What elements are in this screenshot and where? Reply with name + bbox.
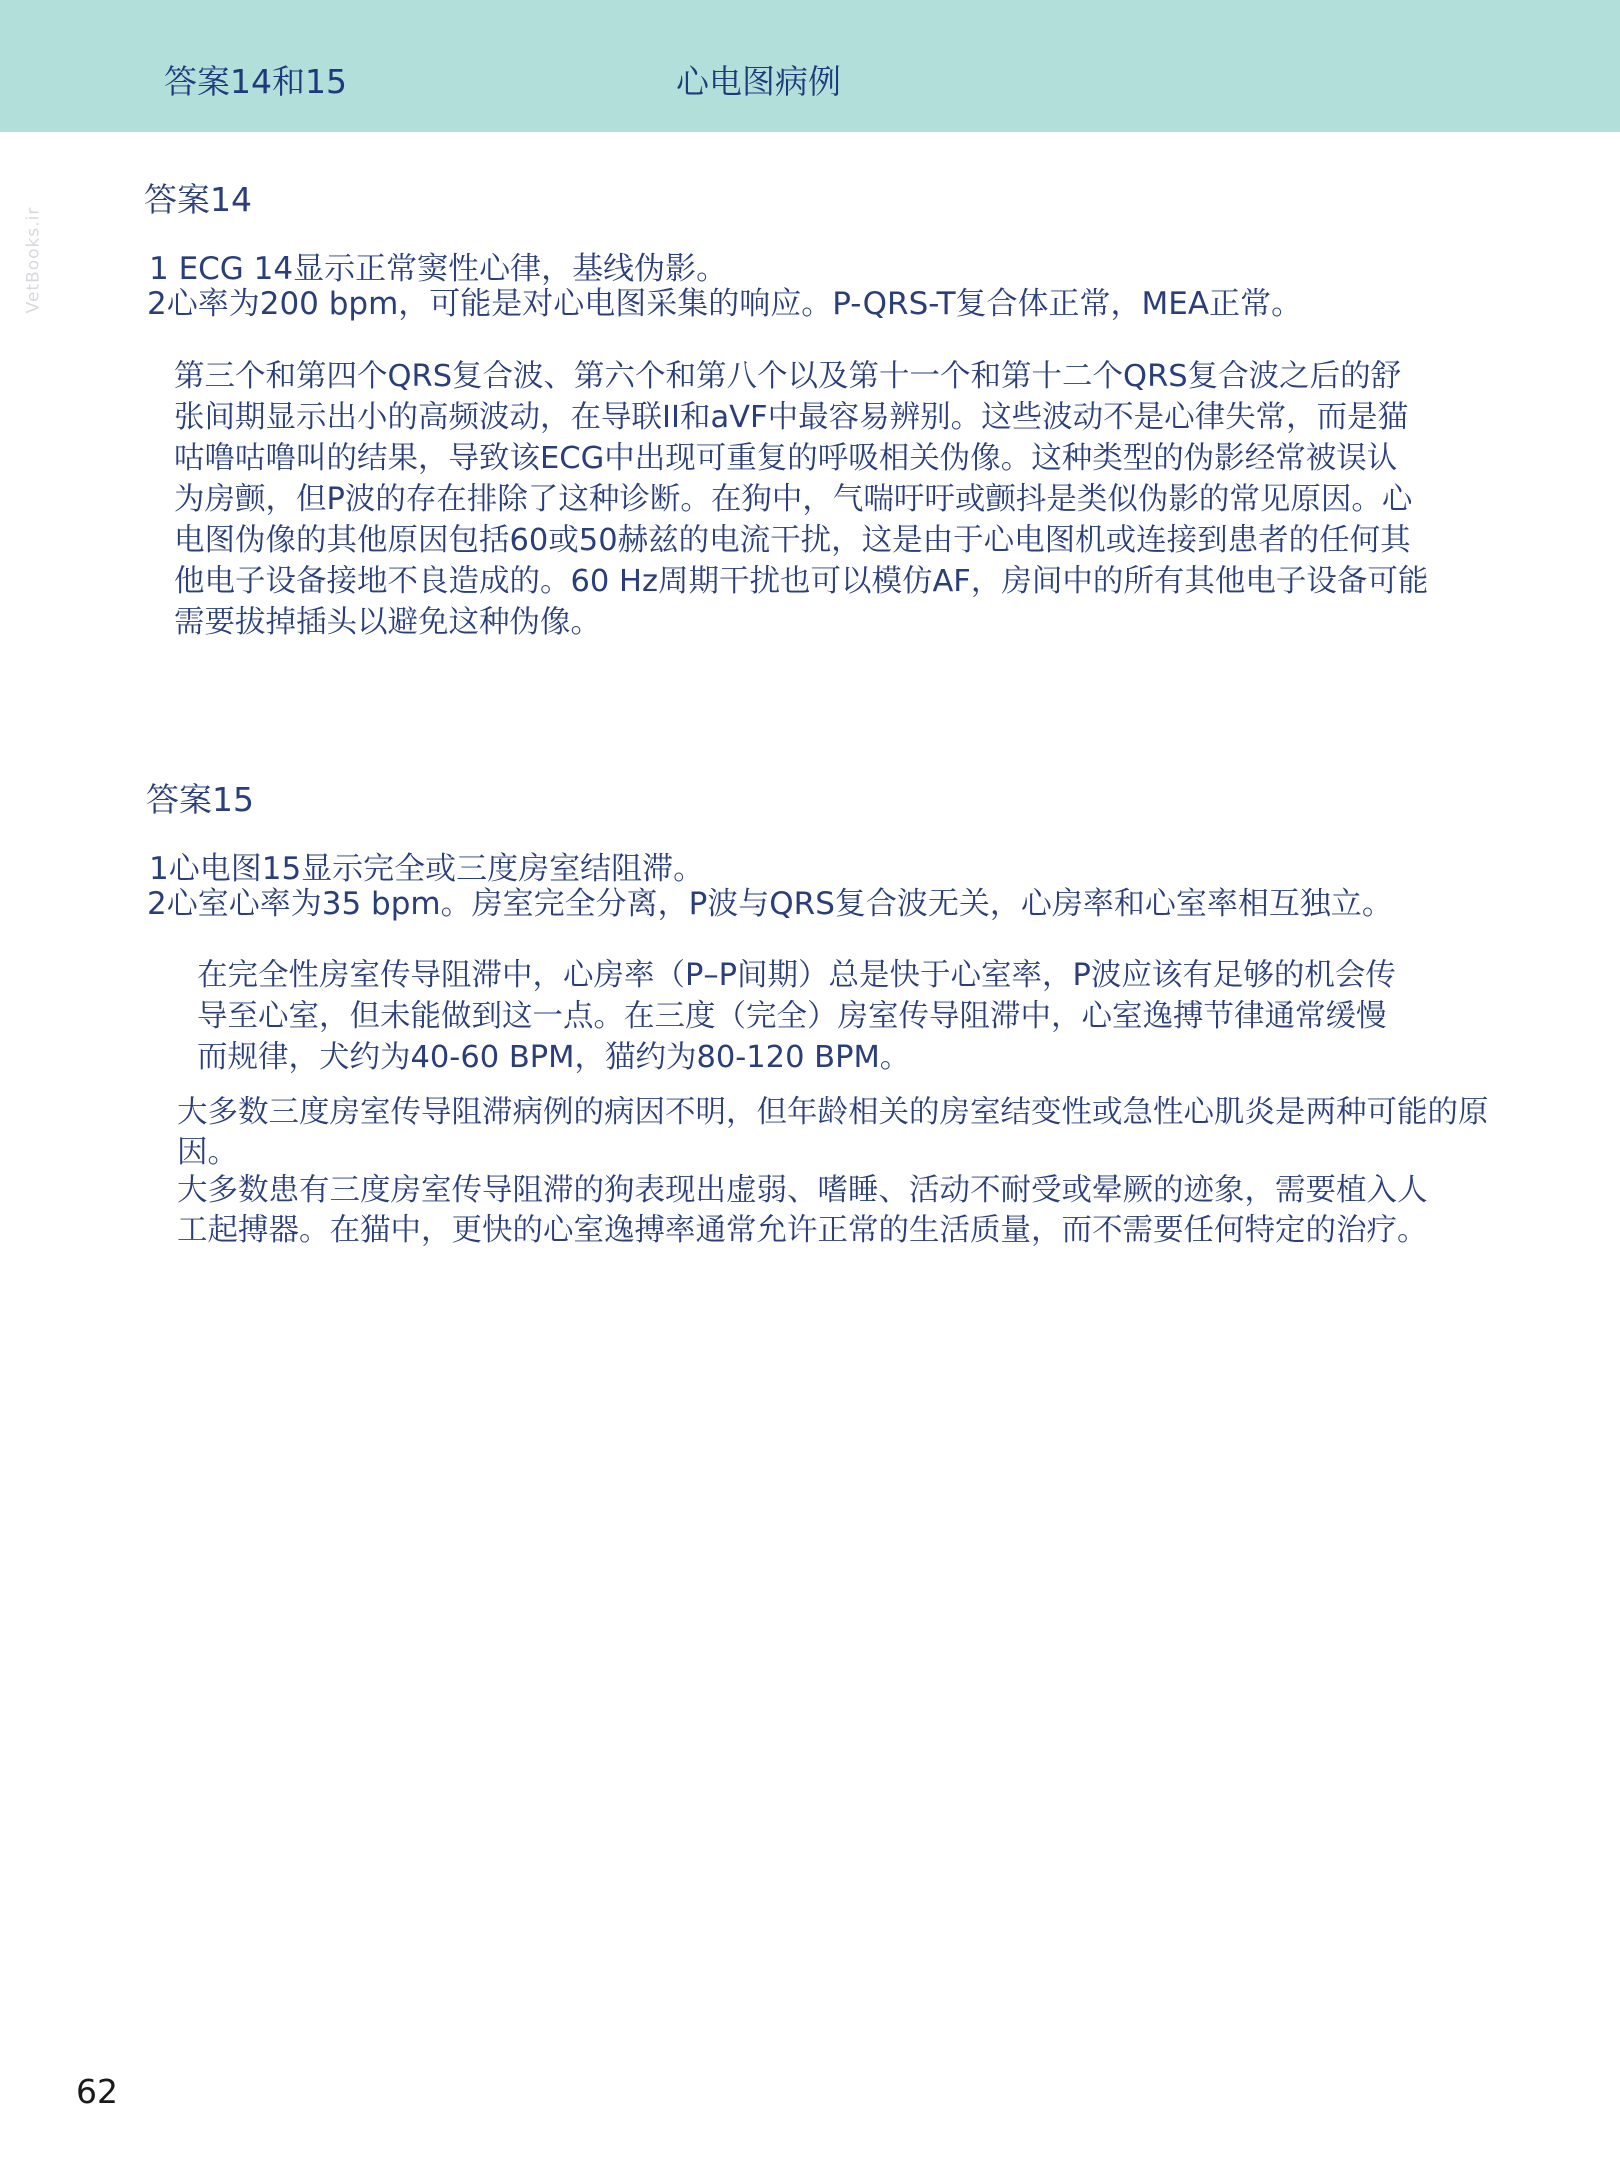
- answer14-point1: 1 ECG 14显示正常窦性心律，基线伪影。: [149, 251, 728, 287]
- answer15-paragraph1: [197, 955, 1396, 1078]
- paragraph-line: 导至心室，但未能做到这一点。在三度（完全）房室传导阻滞中，心室逸搏节律通常缓慢: [197, 999, 1387, 1034]
- page-number: 62: [76, 2072, 118, 2111]
- answer15-point1: 1心电图15显示完全或三度房室结阻滞。: [149, 851, 705, 887]
- paragraph-line: 工起搏器。在猫中，更快的心室逸搏率通常允许正常的生活质量，而不需要任何特定的治疗。: [177, 1213, 1428, 1248]
- paragraph-line: 需要拔掉插头以避免这种伪像。: [174, 605, 601, 640]
- paragraph-line: 在完全性房室传导阻滞中，心房率（P–P间期）总是快于心室率，P波应该有足够的机会传: [197, 958, 1396, 993]
- paragraph-line: 他电子设备接地不良造成的。60 Hz周期干扰也可以模仿AF，房间中的所有其他电子设备可能: [174, 564, 1429, 599]
- watermark: VetBooks.ir: [23, 206, 44, 314]
- answer14-point2: 2心率为200 bpm，可能是对心电图采集的响应。P-QRS-T复合体正常，MEA正常。: [147, 286, 1303, 322]
- paragraph-line: 大多数患有三度房室传导阻滞的狗表现出虚弱、嗜睡、活动不耐受或晕厥的迹象，需要植入人: [177, 1173, 1428, 1208]
- answer15-point2: 2心室心率为35 bpm。房室完全分离，P波与QRS复合波无关，心房率和心室率相互独立。: [147, 886, 1393, 922]
- answer15-paragraph2: [177, 1093, 1489, 1173]
- paragraph-line: 为房颤，但P波的存在排除了这种诊断。在狗中，气喘吁吁或颤抖是类似伪影的常见原因。心: [174, 482, 1413, 517]
- paragraph-line: 咕噜咕噜叫的结果，导致该ECG中出现可重复的呼吸相关伪像。这种类型的伪影经常被误认: [174, 441, 1398, 476]
- paragraph-line: 而规律，犬约为40-60 BPM，猫约为80-120 BPM。: [197, 1040, 911, 1075]
- running-header-chapter: 心电图病例: [676, 62, 841, 101]
- running-header-title: 答案14和15: [164, 62, 347, 101]
- answer14-title: 答案14: [144, 180, 252, 219]
- paragraph-line: 大多数三度房室传导阻滞病例的病因不明，但年龄相关的房室结变性或急性心肌炎是两种可能的原: [177, 1095, 1489, 1130]
- answer14-paragraph: [174, 356, 1428, 643]
- paragraph-line: 张间期显示出小的高频波动，在导联II和aVF中最容易辨别。这些波动不是心律失常，而是猫: [174, 400, 1409, 435]
- answer15-title: 答案15: [146, 780, 254, 819]
- answer15-paragraph3: [177, 1171, 1428, 1251]
- paragraph-line: 因。: [177, 1135, 238, 1170]
- paragraph-line: 电图伪像的其他原因包括60或50赫兹的电流干扰，这是由于心电图机或连接到患者的任何其: [174, 523, 1411, 558]
- paragraph-line: 第三个和第四个QRS复合波、第六个和第八个以及第十一个和第十二个QRS复合波之后的舒: [174, 359, 1402, 394]
